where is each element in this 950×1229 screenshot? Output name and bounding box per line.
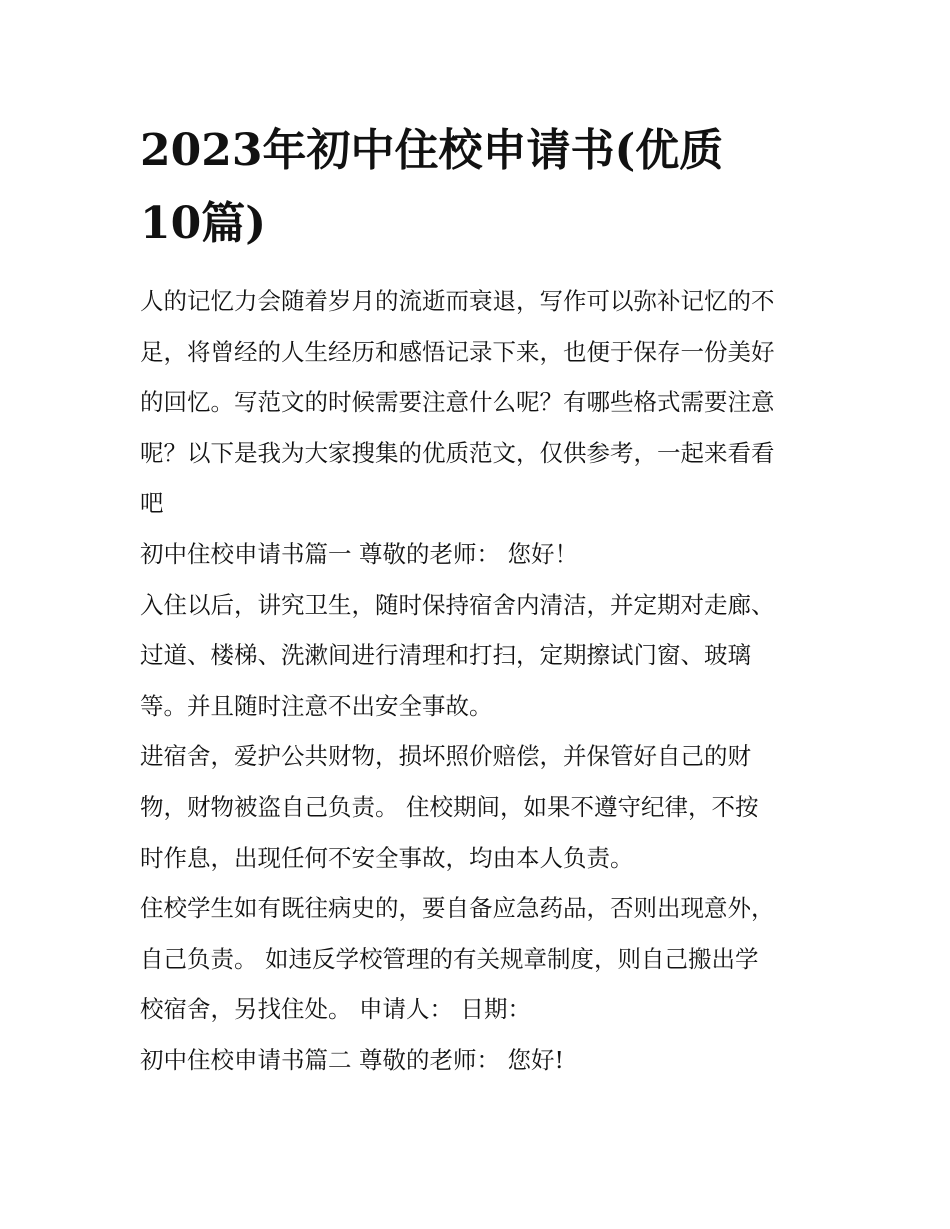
- paragraph-intro: [140, 276, 820, 529]
- text-line: 吧: [140, 489, 164, 518]
- text-line: 住校学生如有既往病史的，要自备应急药品，否则出现意外，: [140, 894, 775, 923]
- paragraph-heading-1: [140, 529, 820, 580]
- paragraph-heading-2: [140, 1035, 820, 1086]
- text-line: 自己负责。 如违反学校管理的有关规章制度，则自己搬出学: [140, 944, 759, 973]
- text-line: 校宿舍，另找住处。 申请人： 日期：: [140, 995, 531, 1024]
- text-line: 物，财物被盗自己负责。 住校期间，如果不遵守纪律，不按: [140, 792, 759, 821]
- paragraph-property: [140, 731, 820, 883]
- text-line: 初中住校申请书篇二 尊敬的老师： 您好!: [140, 1045, 564, 1074]
- text-line: 呢？以下是我为大家搜集的优质范文，仅供参考，一起来看看: [140, 438, 775, 467]
- paragraph-health: [140, 883, 820, 1035]
- text-line: 足，将曾经的人生经历和感悟记录下来，也便于保存一份美好: [140, 337, 775, 366]
- text-line: 等。并且随时注意不出安全事故。: [140, 691, 493, 720]
- paragraph-hygiene: [140, 580, 820, 732]
- title-line-1: 2023年初中住校申请书(优质: [140, 125, 724, 176]
- text-line: 初中住校申请书篇一 尊敬的老师： 您好！: [140, 539, 578, 568]
- text-line: 人的记忆力会随着岁月的流逝而衰退，写作可以弥补记忆的不: [140, 287, 775, 315]
- document-body: [140, 276, 820, 1086]
- text-line: 时作息，出现任何不安全事故，均由本人负责。: [140, 843, 634, 872]
- text-line: 入住以后，讲究卫生，随时保持宿舍内清洁，并定期对走廊、: [140, 590, 775, 619]
- title-line-2: 10篇): [140, 198, 267, 249]
- text-line: 进宿舍，爱护公共财物，损坏照价赔偿，并保管好自己的财: [140, 742, 751, 771]
- text-line: 过道、楼梯、洗漱间进行清理和打扫，定期擦试门窗、玻璃: [140, 641, 751, 670]
- document-title: [140, 114, 840, 260]
- text-line: 的回忆。写范文的时候需要注意什么呢？有哪些格式需要注意: [140, 388, 775, 417]
